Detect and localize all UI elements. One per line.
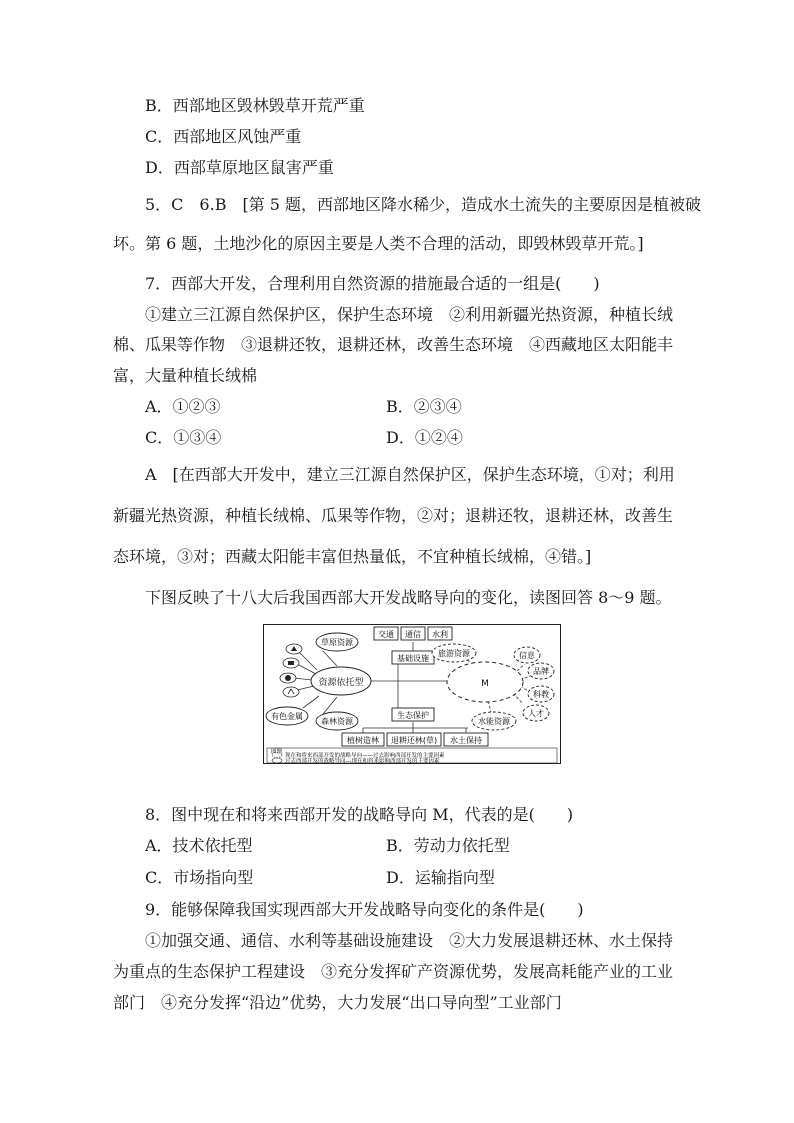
legend-item-2: 过去西部开发的战略导向---现在和将来影响西部开发的主要因素 — [285, 758, 440, 764]
legend-item-1: 现在和将来西部开发的战略导向——过去影响西部开发的主要因素 — [285, 753, 445, 759]
q8-option-b: B．劳动力依托型 — [386, 836, 510, 855]
legend-title: 图例 — [271, 749, 283, 755]
afforestation-label: 植树造林 — [347, 736, 379, 745]
diagram-intro: 下图反映了十八大后我国西部大开发战略导向的变化，读图回答 8～9 题。 — [145, 588, 672, 607]
q8-stem: 8．图中现在和将来西部开发的战略导向 M，代表的是( ) — [145, 805, 574, 824]
q9-items-line1: ①加强交通、通信、水利等基础设施建设 ②大力发展退耕还林、水土保持 — [145, 931, 674, 950]
brand-label: 品牌 — [533, 667, 549, 676]
q7-answer-line3: 态环境，③对；西藏太阳能丰富但热量低，不宜种植长绒棉，④错。] — [113, 547, 592, 566]
sci-edu-label: 科教 — [533, 690, 549, 699]
grassland-label: 草原资源 — [321, 638, 353, 647]
water-conservancy-label: 水利 — [432, 630, 448, 639]
communication-label: 通信 — [405, 630, 421, 639]
q7-items-line2: 棉、瓜果等作物 ③退耕还牧，退耕还林，改善生态环境 ④西藏地区太阳能丰 — [113, 335, 674, 354]
q4-option-c: C．西部地区风蚀严重 — [145, 127, 302, 146]
infrastructure-label: 基础设施 — [397, 654, 429, 663]
information-label: 信息 — [519, 651, 535, 660]
center-right-label: M — [481, 679, 489, 689]
answer-5-6-line1: 5．C 6.B [第 5 题，西部地区降水稀少，造成水土流失的主要原因是植被破 — [145, 195, 702, 214]
return-forest-label: 退耕还林(草) — [390, 736, 438, 745]
q8-option-d: D．运输指向型 — [386, 868, 495, 887]
q7-items-line3: 富，大量种植长绒棉 — [113, 366, 258, 385]
q4-option-b: B．西部地区毁林毁草开荒严重 — [145, 96, 365, 115]
soil-conservation-label: 水土保持 — [450, 736, 482, 745]
talent-label: 人才 — [528, 709, 544, 718]
forest-label: 森林资源 — [321, 717, 353, 726]
q7-option-c: C．①③④ — [145, 428, 222, 447]
q8-option-a: A．技术依托型 — [145, 836, 253, 855]
q9-items-line3: 部门 ④充分发挥“沿边”优势，大力发展“出口导向型”工业部门 — [113, 993, 562, 1012]
q7-option-a: A．①②③ — [145, 397, 221, 416]
answer-5-6-line2: 坏。第 6 题，土地沙化的原因主要是人类不合理的活动，即毁林毁草开荒。] — [113, 234, 644, 253]
q7-answer-line2: 新疆光热资源，种植长绒棉、瓜果等作物，②对；退耕还牧，退耕还林，改善生 — [113, 506, 674, 525]
q9-items-line2: 为重点的生态保护工程建设 ③充分发挥矿产资源优势，发展高耗能产业的工业 — [113, 962, 674, 981]
tourism-label: 旅游资源 — [438, 649, 470, 658]
eco-protection-label: 生态保护 — [397, 711, 429, 720]
q7-answer-line1: A [在西部大开发中，建立三江源自然保护区，保护生态环境，①对；利用 — [145, 465, 675, 484]
q7-items-line1: ①建立三江源自然保护区，保护生态环境 ②利用新疆光热资源，种植长绒 — [145, 305, 674, 324]
q7-option-d: D．①②④ — [386, 428, 463, 447]
hydropower-label: 水能资源 — [478, 717, 510, 726]
q8-option-c: C．市场指向型 — [145, 868, 254, 887]
q9-stem: 9．能够保障我国实现西部大开发战略导向变化的条件是( ) — [145, 900, 584, 919]
metals-label: 有色金属 — [271, 712, 303, 721]
q7-option-b: B．②③④ — [386, 397, 462, 416]
center-left-label: 资源依托型 — [318, 678, 364, 688]
strategy-diagram — [263, 624, 561, 764]
transport-label: 交通 — [378, 630, 394, 639]
q7-stem: 7．西部大开发，合理利用自然资源的措施最合适的一组是( ) — [145, 274, 600, 293]
q4-option-d: D．西部草原地区鼠害严重 — [145, 158, 334, 177]
